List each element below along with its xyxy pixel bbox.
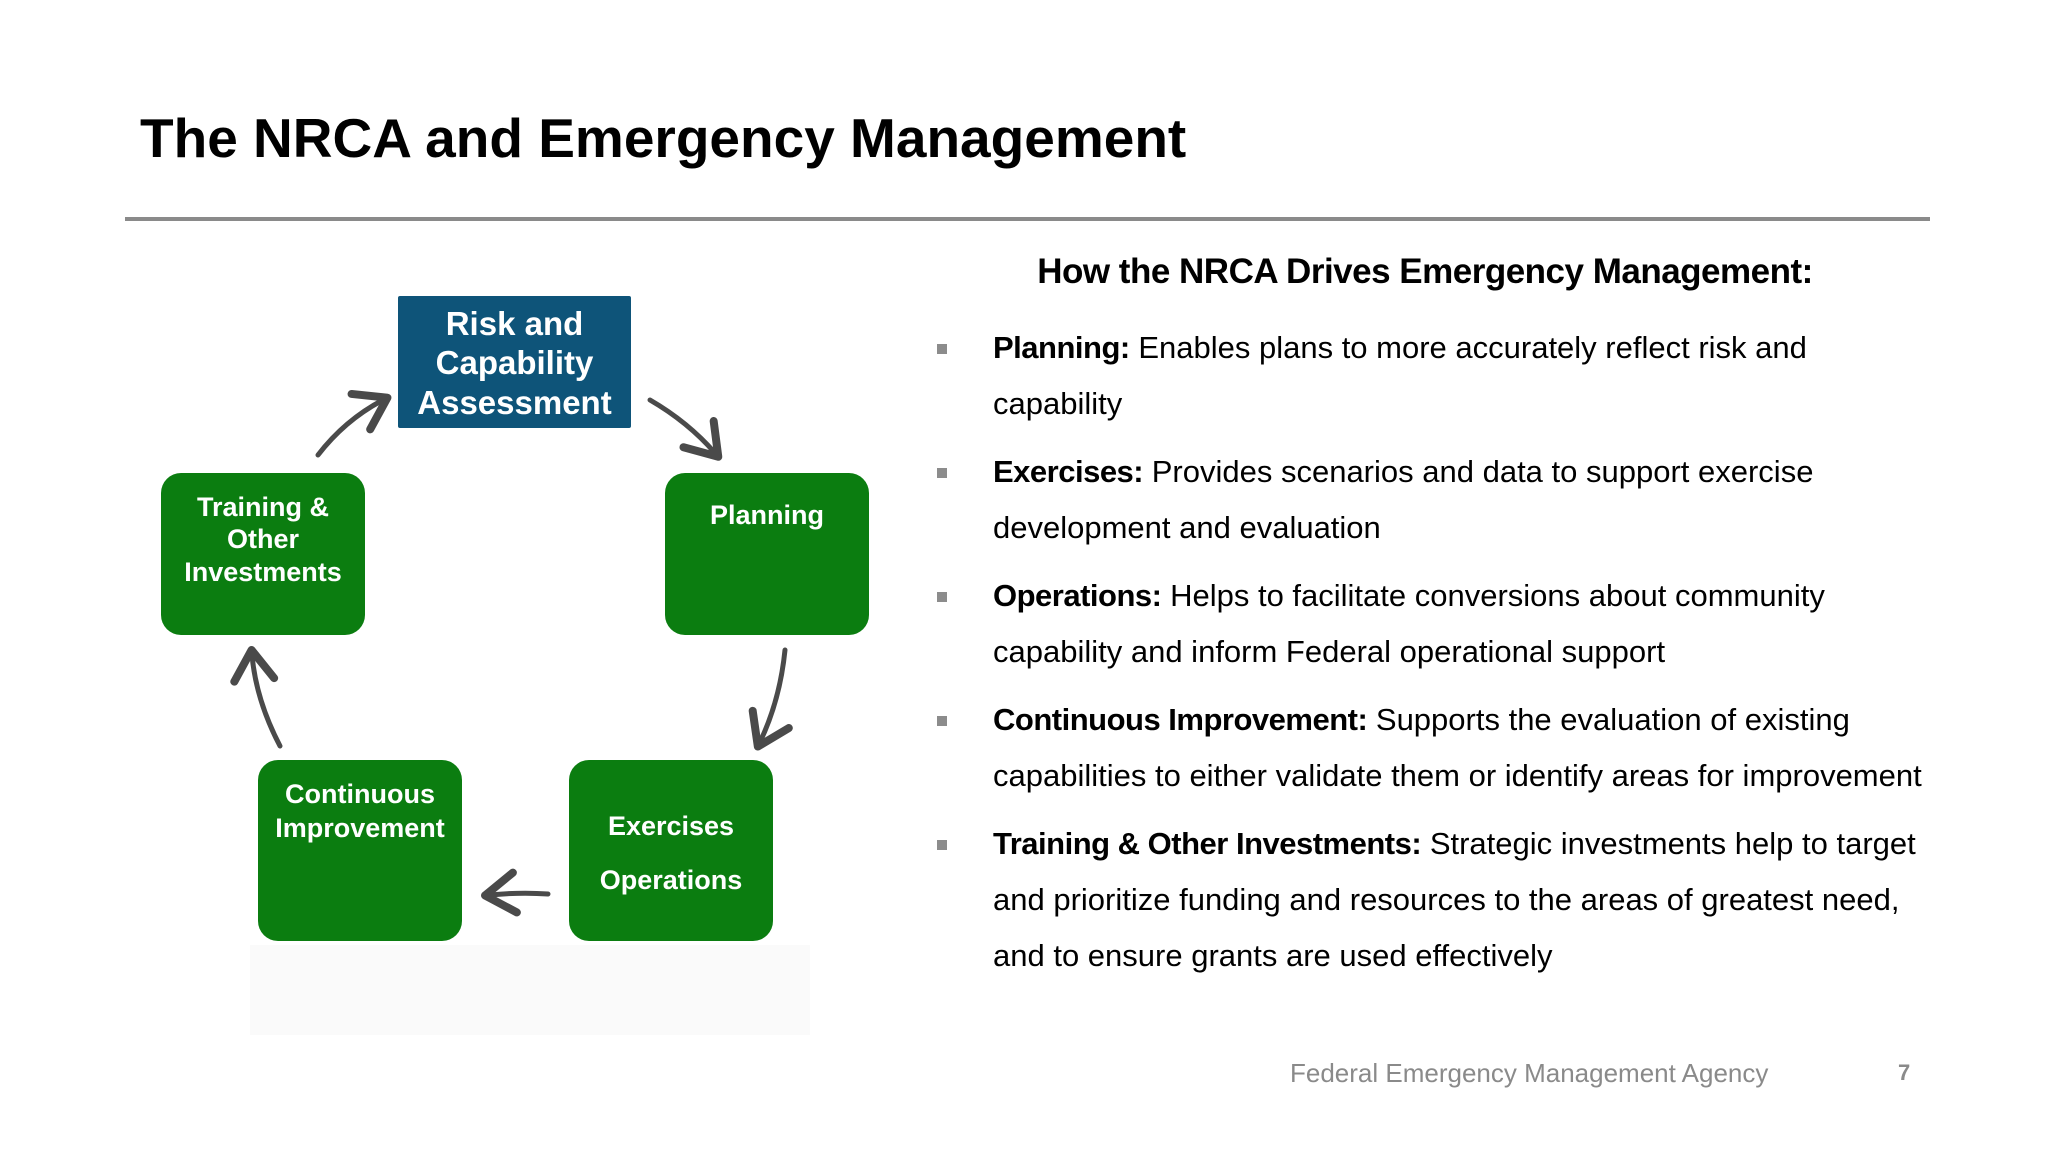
training-investments-box [161, 473, 365, 635]
square-bullet-icon [937, 840, 947, 850]
box-label: Continuous [285, 779, 435, 809]
square-bullet-icon [937, 716, 947, 726]
bullet-list [937, 320, 1937, 996]
continuous-improvement-box [258, 760, 462, 941]
box-label: Training & [196, 492, 329, 522]
box-label: Operations [599, 865, 743, 896]
bullet-text: Helps to facilitate conversions about community capability and inform Federal operational support [993, 578, 1825, 669]
exercises-operations-box [569, 760, 773, 941]
bullet-term: Training & Other Investments: [993, 826, 1422, 861]
arrow-training-to-assessment [318, 400, 383, 455]
planning-box [665, 473, 869, 635]
bullet-text: Provides scenarios and data to support exercise development and evaluation [993, 454, 1814, 545]
bullet-term: Exercises: [993, 454, 1144, 489]
bullet-text: Supports the evaluation of existing capabilities to either validate them or identify areas for improvement [993, 702, 1922, 793]
box-label: Other [226, 524, 299, 555]
list-item [937, 568, 1937, 680]
list-item [937, 320, 1937, 432]
box-label: Improvement [275, 812, 445, 843]
box-label: Capability [435, 344, 594, 382]
box-label: Investments [184, 556, 342, 587]
slide-title: The NRCA and Emergency Management [140, 107, 1187, 169]
footer-agency-name: Federal Emergency Management Agency [1290, 1058, 1769, 1088]
nrca-cycle-diagram [0, 0, 900, 1000]
square-bullet-icon [937, 344, 947, 354]
bullets-heading: How the NRCA Drives Emergency Management: [1037, 252, 1813, 291]
box-label: Risk and [445, 304, 584, 342]
bullet-text: Enables plans to more accurately reflect risk and capability [993, 330, 1807, 421]
arrow-continuous-to-training [252, 655, 280, 746]
box-label: Assessment [417, 383, 612, 421]
page-number: 7 [1898, 1060, 1911, 1085]
box-label: Planning [710, 500, 824, 530]
arrow-assessment-to-planning [650, 400, 715, 453]
square-bullet-icon [937, 468, 947, 478]
square-bullet-icon [937, 592, 947, 602]
list-item [937, 816, 1937, 984]
bullet-term: Planning: [993, 330, 1130, 365]
arrow-planning-to-exops [760, 650, 785, 742]
list-item [937, 444, 1937, 556]
box-label: Exercises [607, 811, 735, 841]
bullet-term: Continuous Improvement: [993, 702, 1368, 737]
risk-capability-assessment-box [398, 296, 631, 428]
bullet-term: Operations: [993, 578, 1162, 613]
list-item [937, 692, 1937, 804]
bullet-text: Strategic investments help to target and prioritize funding and resources to the areas of greatest need, and to ensure grants are used effectively [993, 826, 1916, 973]
arrow-exops-to-continuous [490, 893, 548, 895]
